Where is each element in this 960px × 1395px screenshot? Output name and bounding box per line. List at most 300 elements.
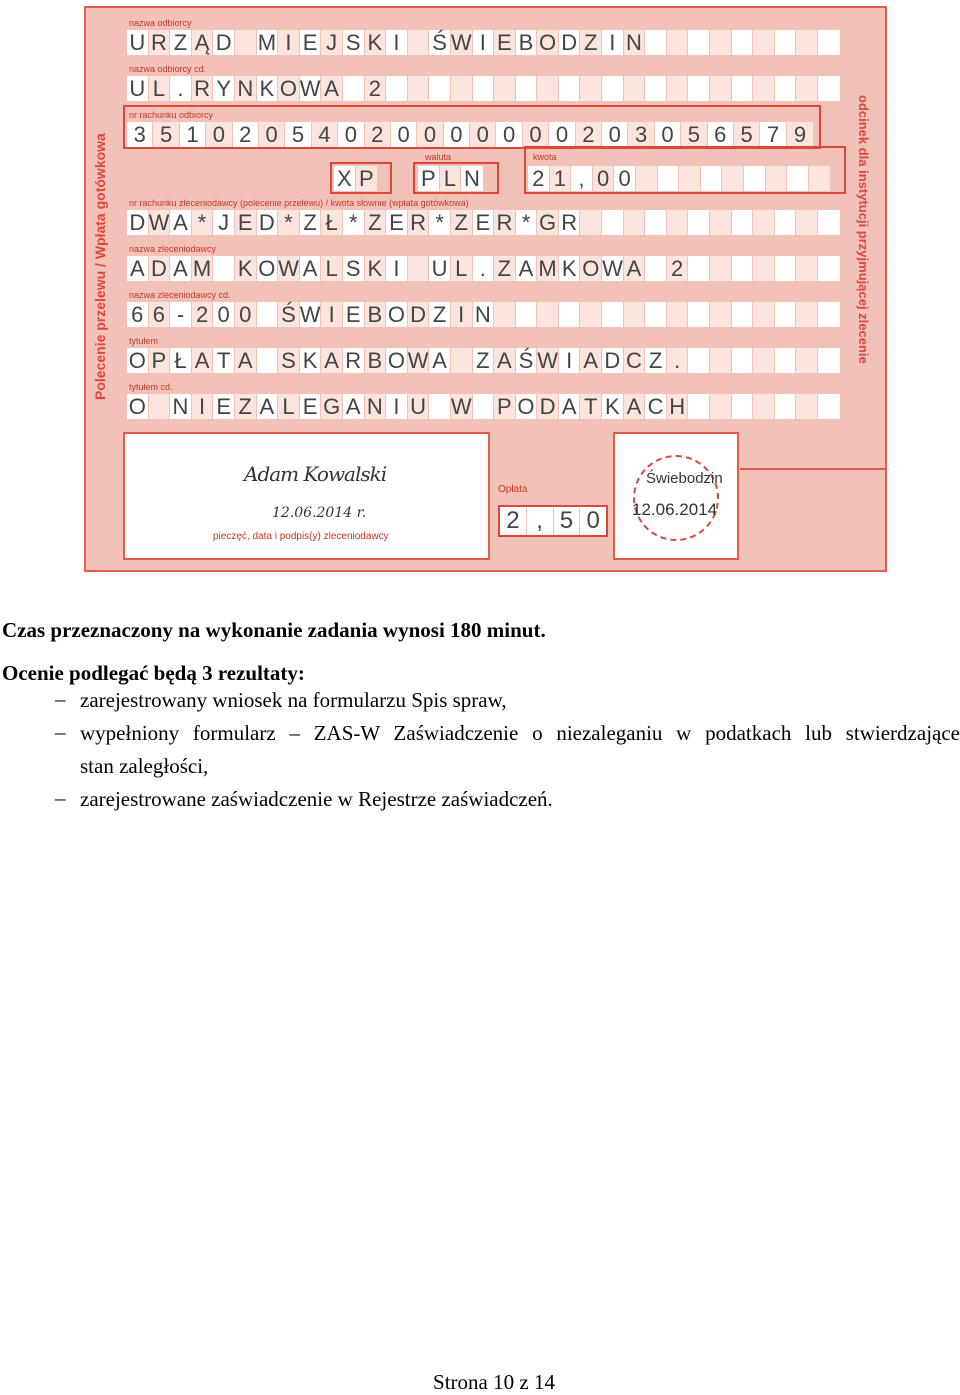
stamp-ring-icon [633, 455, 719, 541]
char-cell: A [580, 348, 602, 373]
char-cell: 0 [391, 122, 417, 147]
fee-box [498, 505, 608, 537]
char-cell: K [365, 256, 387, 281]
char-cell [710, 394, 732, 419]
char-cell [753, 302, 775, 327]
char-cell: 1 [550, 166, 572, 191]
char-cell: 0 [259, 122, 285, 147]
char-cell: 3 [628, 122, 654, 147]
char-cell [766, 166, 788, 191]
char-cell: 6 [708, 122, 734, 147]
char-cell: 5 [681, 122, 707, 147]
char-cell [775, 302, 797, 327]
char-cell [580, 302, 602, 327]
char-cell: I [602, 30, 624, 55]
char-cell: * [192, 210, 214, 235]
char-cell [494, 302, 516, 327]
char-cell: E [300, 30, 322, 55]
char-cell: Z [580, 30, 602, 55]
char-cell [701, 166, 723, 191]
char-cell [753, 30, 775, 55]
char-cell: W [537, 348, 559, 373]
char-cell: 0 [213, 302, 235, 327]
char-cell: Ł [170, 348, 192, 373]
char-cell [645, 76, 667, 101]
char-cell: 2 [365, 76, 387, 101]
fee-cell: 5 [554, 507, 581, 535]
char-cell: B [365, 302, 387, 327]
char-cell [408, 76, 430, 101]
char-cell [667, 210, 689, 235]
char-cell [645, 210, 667, 235]
currency-label: waluta [425, 152, 452, 162]
char-cell: T [213, 348, 235, 373]
char-cell: A [170, 256, 192, 281]
char-cell: E [300, 394, 322, 419]
char-cell: 9 [787, 122, 813, 147]
char-cell: * [343, 210, 365, 235]
char-cell: E [343, 302, 365, 327]
char-cell: O [278, 76, 300, 101]
char-cell: B [365, 348, 387, 373]
char-cell: A [321, 76, 343, 101]
char-cell: * [429, 210, 451, 235]
char-cell [753, 256, 775, 281]
char-cell [775, 210, 797, 235]
char-cell: M [537, 256, 559, 281]
row-cells [127, 302, 840, 327]
char-cell [710, 210, 732, 235]
char-cell: A [235, 348, 257, 373]
char-cell [213, 256, 235, 281]
char-cell: K [365, 30, 387, 55]
char-cell [343, 76, 365, 101]
char-cell: D [537, 394, 559, 419]
char-cell: Z [451, 210, 473, 235]
char-cell [688, 302, 710, 327]
char-cell: A [624, 256, 646, 281]
amount-cells [528, 166, 830, 191]
char-cell: Z [170, 30, 192, 55]
char-cell: K [235, 256, 257, 281]
char-cell: A [624, 394, 646, 419]
char-cell [580, 76, 602, 101]
row-cells [127, 256, 840, 281]
char-cell [386, 76, 408, 101]
char-cell [645, 256, 667, 281]
char-cell: D [602, 348, 624, 373]
char-cell: O [257, 256, 279, 281]
char-cell: - [170, 302, 192, 327]
char-cell: . [473, 256, 495, 281]
char-cell [688, 256, 710, 281]
char-cell [818, 210, 840, 235]
char-cell [451, 348, 473, 373]
char-cell: 0 [614, 166, 636, 191]
char-cell [809, 166, 831, 191]
row-label: tytułem [129, 336, 159, 346]
char-cell [645, 302, 667, 327]
char-cell: I [321, 302, 343, 327]
char-cell: 0 [206, 122, 232, 147]
char-cell: Z [300, 210, 322, 235]
row-cells [127, 76, 840, 101]
char-cell [537, 302, 559, 327]
signature-date: 12.06.2014 r. [272, 505, 367, 521]
char-cell: 5 [153, 122, 179, 147]
char-cell: K [559, 256, 581, 281]
char-cell: R [343, 348, 365, 373]
char-cell [796, 76, 818, 101]
char-cell: 0 [602, 122, 628, 147]
char-cell: I [473, 30, 495, 55]
char-cell: I [278, 30, 300, 55]
char-cell: W [278, 256, 299, 281]
char-cell: L [321, 256, 343, 281]
fee-label: Opłata [498, 484, 528, 495]
char-cell: D [257, 210, 279, 235]
char-cell [753, 348, 775, 373]
char-cell [732, 256, 754, 281]
char-cell: 0 [523, 122, 549, 147]
char-cell: . [170, 76, 192, 101]
char-cell: R [149, 30, 171, 55]
char-cell: 0 [338, 122, 364, 147]
char-cell: D [149, 256, 171, 281]
form-side-title-left: Polecenie przelewu / Wpłata gotówkowa [92, 133, 108, 400]
char-cell: X [334, 166, 356, 191]
char-cell: U [408, 394, 430, 419]
char-cell [688, 210, 710, 235]
char-cell: D [127, 210, 149, 235]
result-item-3: zarejestrowane zaświadczenie w Rejestrze zaświadczeń. [80, 787, 553, 811]
char-cell: 0 [593, 166, 615, 191]
char-cell: Ś [516, 348, 538, 373]
stamp-city: Świebodzin [646, 470, 723, 487]
char-cell [753, 394, 775, 419]
char-cell: W [299, 302, 321, 327]
char-cell: S [343, 30, 365, 55]
char-cell: , [571, 166, 593, 191]
char-cell: J [321, 30, 343, 55]
char-cell [537, 76, 559, 101]
row-label: nr rachunku zleceniodawcy (polecenie przelewu) / kwota słownie (wpłata gotówkowa) [129, 198, 469, 208]
char-cell [710, 302, 732, 327]
char-cell [602, 302, 624, 327]
char-cell [473, 76, 495, 101]
char-cell: * [516, 210, 538, 235]
char-cell [602, 76, 624, 101]
char-cell: A [257, 394, 279, 419]
char-cell [559, 76, 581, 101]
char-cell: I [386, 394, 408, 419]
char-cell: Z [365, 210, 387, 235]
char-cell: I [192, 394, 214, 419]
char-cell: R [192, 76, 214, 101]
char-cell: L [278, 394, 300, 419]
char-cell: 0 [470, 122, 496, 147]
signature-caption: pieczęć, data i podpis(y) zleceniodawcy [213, 531, 389, 542]
char-cell: H [667, 394, 689, 419]
fee-cell: 2 [500, 507, 527, 535]
char-cell [688, 348, 710, 373]
char-cell [408, 30, 430, 55]
char-cell [732, 76, 754, 101]
bullet-dash: – [55, 687, 66, 711]
char-cell [408, 256, 430, 281]
char-cell: Z [429, 302, 451, 327]
char-cell [818, 76, 840, 101]
result-item-2: wypełniony formularz – ZAS-W Zaświadczenie o niezaleganiu w podatkach lub stwierdzające [80, 721, 960, 745]
char-cell [516, 302, 538, 327]
char-cell: Ą [192, 30, 214, 55]
char-cell: 3 [127, 122, 153, 147]
char-cell: Ś [278, 302, 300, 327]
char-cell [710, 256, 732, 281]
char-cell [787, 166, 809, 191]
row-label: nazwa odbiorcy [129, 18, 192, 28]
form-divider [740, 468, 887, 470]
char-cell: A [127, 256, 149, 281]
stamp-date: 12.06.2014 [632, 500, 718, 519]
char-cell: O [580, 256, 602, 281]
char-cell [624, 210, 646, 235]
char-cell: 2 [667, 256, 689, 281]
char-cell: W [407, 348, 429, 373]
char-cell: A [494, 348, 516, 373]
char-cell: A [559, 394, 581, 419]
char-cell [559, 302, 581, 327]
char-cell: N [365, 394, 387, 419]
char-cell: N [473, 302, 495, 327]
char-cell: C [624, 348, 646, 373]
type-cells [334, 166, 377, 191]
char-cell [688, 30, 710, 55]
char-cell [580, 210, 602, 235]
char-cell [775, 348, 797, 373]
char-cell: 7 [760, 122, 786, 147]
row-cells [127, 348, 840, 373]
char-cell: E [494, 30, 516, 55]
char-cell: 0 [549, 122, 575, 147]
char-cell: O [537, 30, 559, 55]
char-cell [516, 76, 538, 101]
fee-cell: 0 [586, 507, 600, 534]
char-cell: Z [473, 348, 495, 373]
char-cell [473, 394, 495, 419]
char-cell: K [300, 348, 322, 373]
char-cell: W [299, 76, 321, 101]
char-cell: W [450, 394, 472, 419]
char-cell [732, 210, 754, 235]
char-cell: O [386, 302, 408, 327]
char-cell: 0 [655, 122, 681, 147]
char-cell: C [645, 394, 667, 419]
char-cell: O [127, 348, 149, 373]
char-cell [732, 302, 754, 327]
char-cell: M [257, 30, 279, 55]
char-cell: T [580, 394, 602, 419]
char-cell: I [451, 302, 473, 327]
char-cell [149, 394, 171, 419]
char-cell: Y [213, 76, 235, 101]
row-cells [127, 210, 840, 235]
char-cell: W [148, 210, 170, 235]
results-heading: Ocenie podlegać będą 3 rezultaty: [2, 661, 305, 685]
char-cell [235, 30, 257, 55]
char-cell: N [461, 166, 483, 191]
time-line: Czas przeznaczony na wykonanie zadania wynosi 180 minut. [2, 618, 546, 642]
char-cell [818, 394, 840, 419]
char-cell: L [440, 166, 462, 191]
bullet-dash: – [55, 720, 66, 744]
char-cell [429, 394, 451, 419]
char-cell: 6 [149, 302, 171, 327]
char-cell: S [278, 348, 300, 373]
char-cell: M [192, 256, 214, 281]
char-cell: A [170, 210, 192, 235]
char-cell [796, 348, 818, 373]
currency-cells [418, 166, 483, 191]
char-cell: Z [235, 394, 257, 419]
char-cell [710, 348, 732, 373]
char-cell: A [516, 256, 538, 281]
char-cell [494, 76, 516, 101]
row-label: nazwa zleceniodawcy cd. [129, 290, 231, 300]
char-cell: A [192, 348, 214, 373]
char-cell: 1 [180, 122, 206, 147]
char-cell: O [386, 348, 408, 373]
char-cell: 0 [444, 122, 470, 147]
char-cell [602, 210, 624, 235]
row-label: nazwa zleceniodawcy [129, 244, 217, 254]
char-cell: A [429, 348, 451, 373]
char-cell: 2 [365, 122, 391, 147]
result-item-2-cont: stan zaległości, [80, 754, 209, 778]
char-cell: D [213, 30, 235, 55]
char-cell: A [300, 256, 322, 281]
char-cell [451, 76, 473, 101]
char-cell: P [418, 166, 440, 191]
char-cell [732, 30, 754, 55]
char-cell: L [451, 256, 473, 281]
char-cell: E [473, 210, 495, 235]
char-cell [775, 256, 797, 281]
char-cell [796, 394, 818, 419]
char-cell: R [494, 210, 516, 235]
char-cell: 2 [528, 166, 550, 191]
signature-name: Adam Kowalski [244, 462, 387, 486]
char-cell: 0 [235, 302, 257, 327]
char-cell [667, 302, 689, 327]
char-cell [775, 394, 797, 419]
char-cell [775, 30, 797, 55]
char-cell: U [127, 76, 149, 101]
char-cell: Z [645, 348, 667, 373]
char-cell [257, 348, 279, 373]
char-cell [636, 166, 658, 191]
char-cell [732, 394, 754, 419]
char-cell [722, 166, 744, 191]
char-cell [796, 210, 818, 235]
char-cell: Ś [429, 30, 451, 55]
char-cell [753, 210, 775, 235]
char-cell: 4 [312, 122, 338, 147]
char-cell: B [516, 30, 538, 55]
char-cell: K [602, 394, 624, 419]
char-cell [732, 348, 754, 373]
char-cell [710, 30, 732, 55]
char-cell [796, 302, 818, 327]
char-cell [818, 302, 840, 327]
char-cell: 2 [233, 122, 259, 147]
char-cell [710, 76, 732, 101]
char-cell: P [149, 348, 171, 373]
char-cell: * [278, 210, 300, 235]
row-label: nazwa odbiorcy cd. [129, 64, 207, 74]
char-cell: I [386, 30, 408, 55]
char-cell [679, 166, 701, 191]
char-cell: W [450, 30, 472, 55]
char-cell: S [343, 256, 365, 281]
char-cell: K [257, 76, 279, 101]
char-cell: I [386, 256, 408, 281]
char-cell: A [321, 348, 343, 373]
char-cell: I [559, 348, 581, 373]
char-cell: N [170, 394, 192, 419]
char-cell: J [213, 210, 235, 235]
char-cell [257, 302, 279, 327]
char-cell [688, 76, 710, 101]
char-cell [818, 256, 840, 281]
row-label: nr rachunku odbiorcy [129, 110, 214, 120]
char-cell: 2 [192, 302, 214, 327]
char-cell [688, 394, 710, 419]
char-cell: Z [494, 256, 516, 281]
result-item-1: zarejestrowany wniosek na formularzu Spis spraw, [80, 688, 507, 712]
char-cell [753, 76, 775, 101]
char-cell [667, 76, 689, 101]
char-cell [796, 30, 818, 55]
row-label: tytułem cd. [129, 382, 173, 392]
char-cell: 0 [496, 122, 522, 147]
char-cell [658, 166, 680, 191]
row-cells [127, 30, 840, 55]
char-cell: E [386, 210, 408, 235]
char-cell: O [127, 394, 149, 419]
char-cell: 2 [576, 122, 602, 147]
char-cell: P [494, 394, 516, 419]
char-cell: L [149, 76, 171, 101]
char-cell: G [321, 394, 343, 419]
char-cell: U [127, 30, 149, 55]
char-cell: N [624, 30, 646, 55]
char-cell: G [537, 210, 559, 235]
char-cell: R [408, 210, 430, 235]
char-cell [744, 166, 766, 191]
char-cell: N [235, 76, 257, 101]
char-cell: E [235, 210, 257, 235]
bullet-dash: – [55, 786, 66, 810]
char-cell: 5 [734, 122, 760, 147]
row-cells [127, 394, 840, 419]
char-cell: D [408, 302, 430, 327]
char-cell: P [356, 166, 378, 191]
char-cell: O [516, 394, 538, 419]
char-cell: R [559, 210, 581, 235]
char-cell: . [667, 348, 689, 373]
char-cell: Ł [321, 210, 343, 235]
